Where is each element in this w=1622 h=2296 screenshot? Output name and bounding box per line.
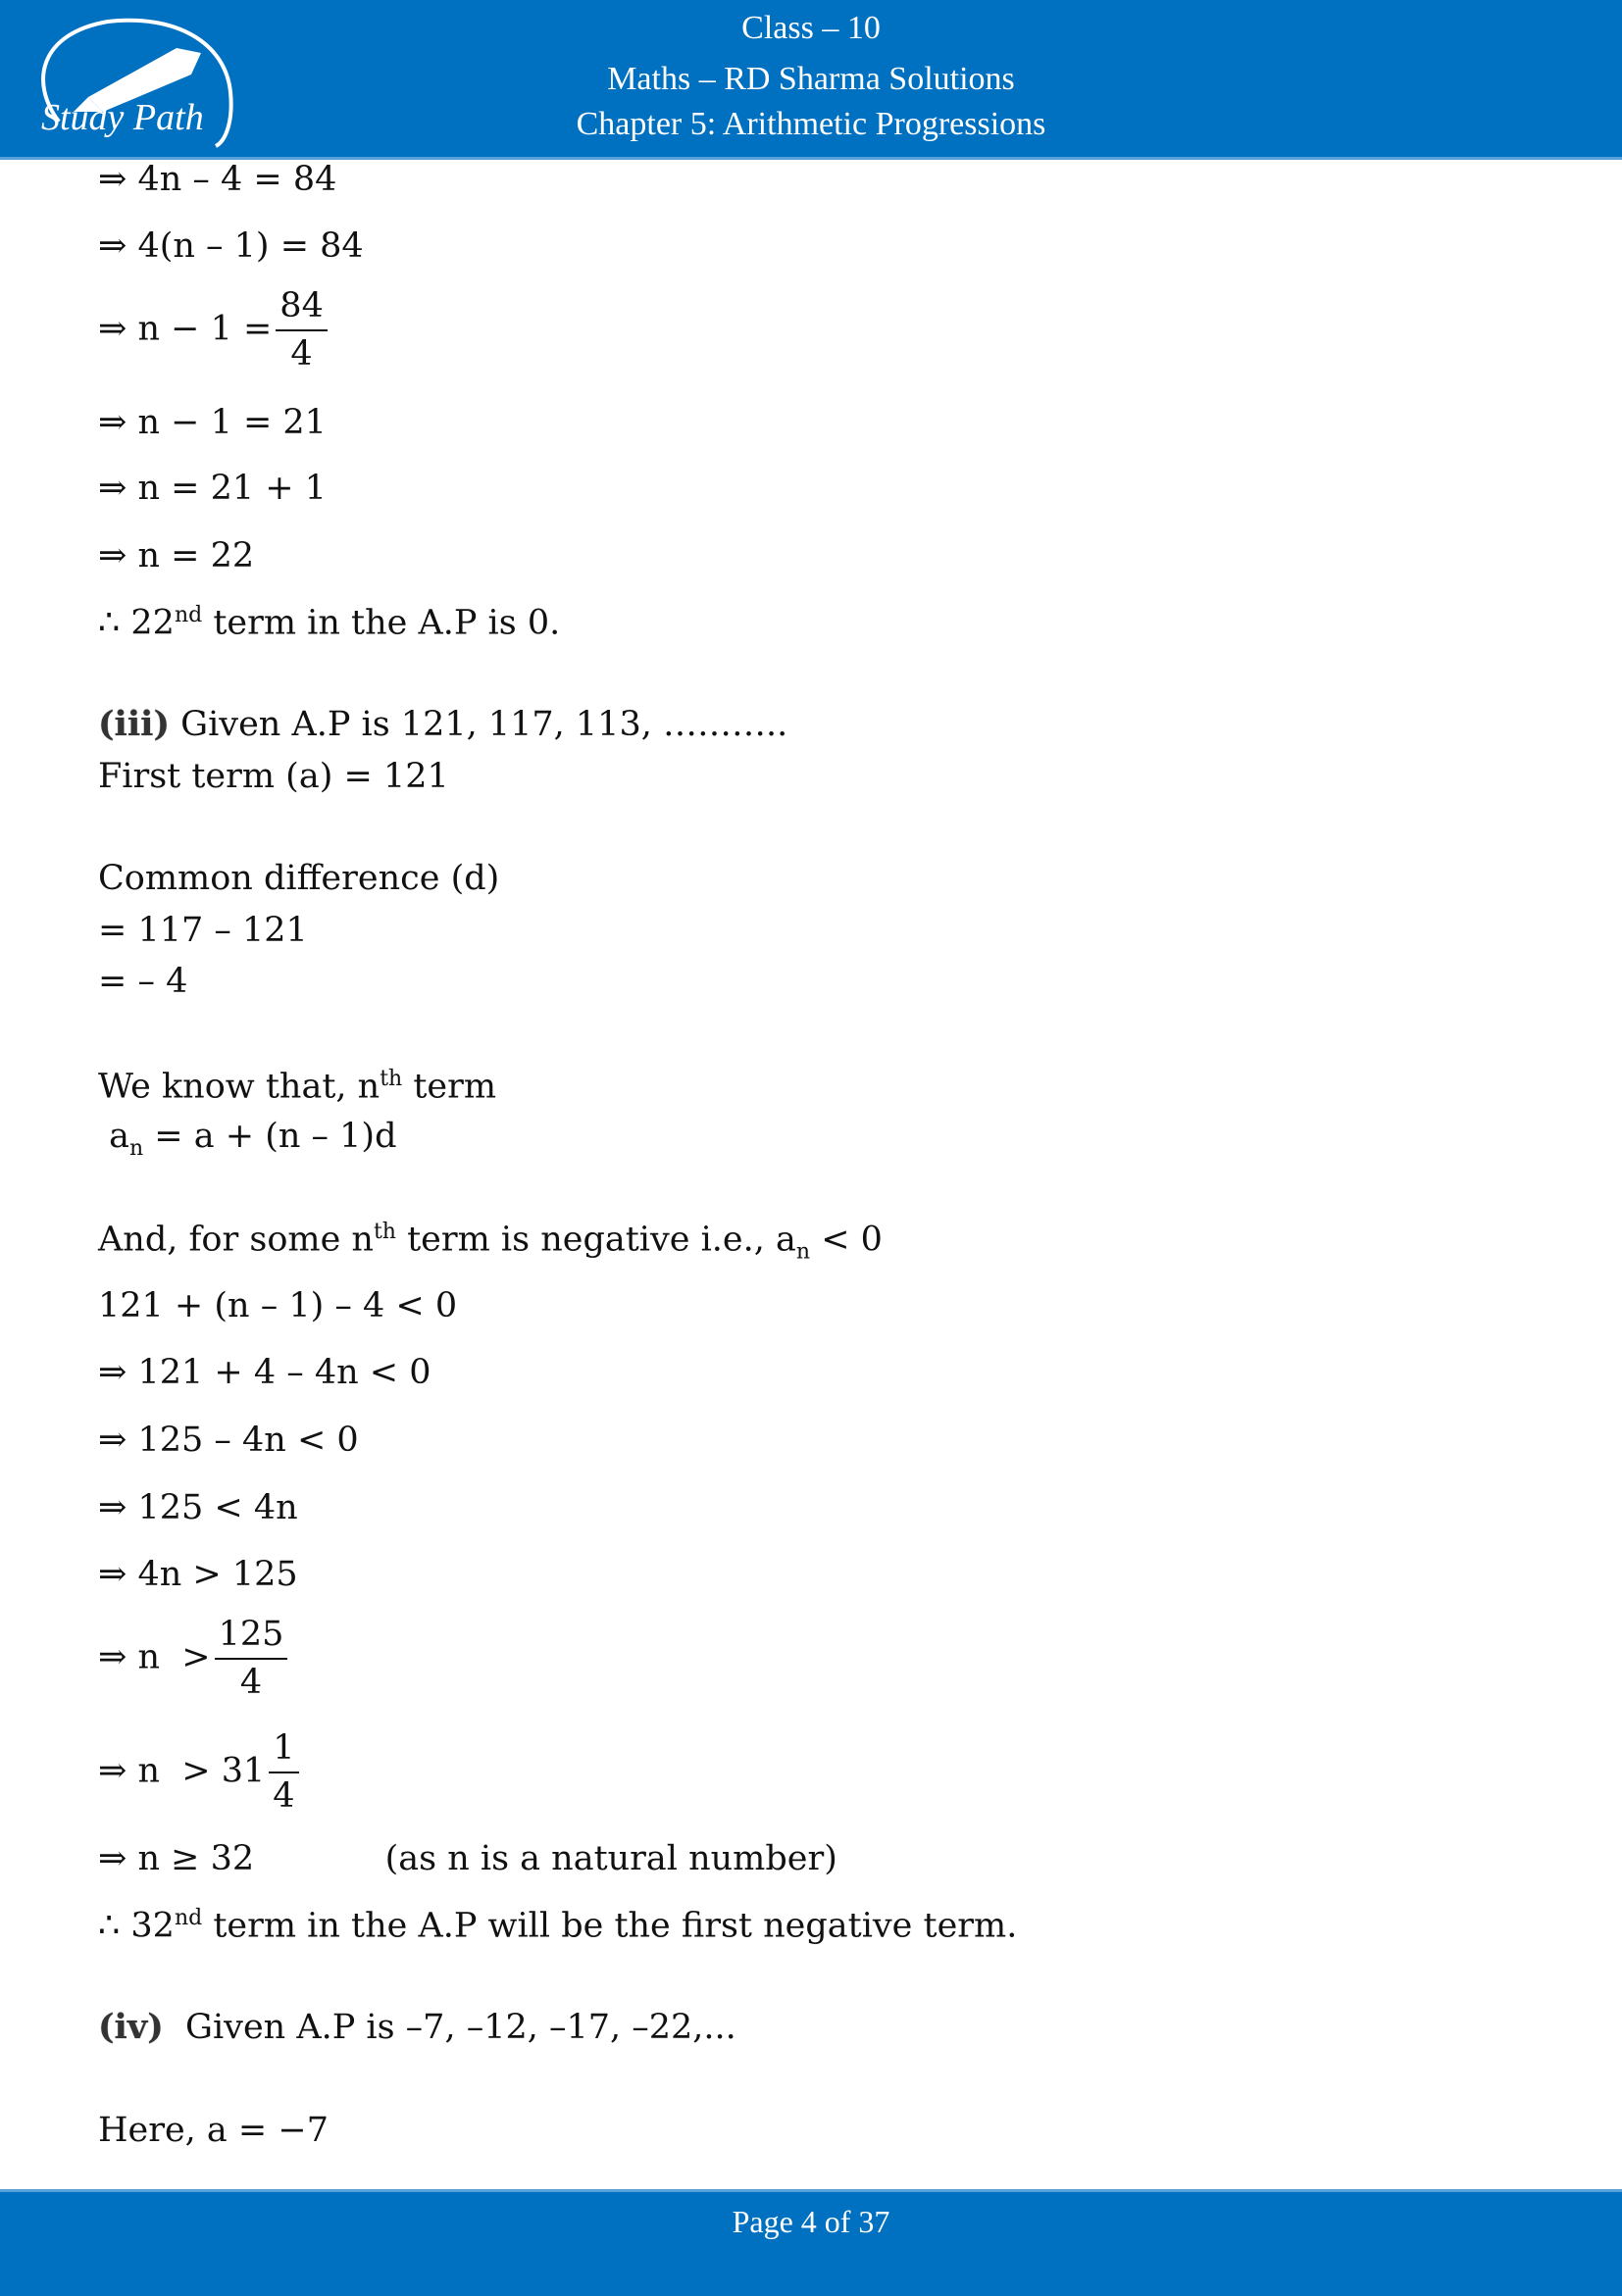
text: ∴ 22 xyxy=(98,603,175,643)
class-title: Class – 10 xyxy=(741,10,881,46)
fraction xyxy=(276,286,328,374)
subscript: n xyxy=(129,1136,144,1161)
step-line: 121 + (n – 1) – 4 < 0 xyxy=(98,1286,458,1325)
text: < 0 xyxy=(810,1220,883,1260)
text: Given A.P is –7, –12, –17, –22,... xyxy=(163,2008,736,2047)
step-line: ⇒ 125 < 4n xyxy=(98,1488,298,1527)
subscript: n xyxy=(795,1239,811,1265)
text: Given A.P is 121, 117, 113, ……….. xyxy=(170,705,788,744)
step-line: ⇒ n = 22 xyxy=(98,536,255,575)
denominator: 4 xyxy=(239,1663,263,1702)
numerator: 1 xyxy=(269,1731,298,1773)
text: And, for some n xyxy=(98,1220,374,1260)
step-line: Here, a = −7 xyxy=(98,2111,329,2150)
conclusion-line xyxy=(98,1908,1017,1944)
step-line: ⇒ n = 21 + 1 xyxy=(98,469,327,508)
step-line xyxy=(98,1069,496,1105)
fraction xyxy=(215,1615,288,1702)
step-line: Common difference (d) xyxy=(98,859,500,898)
page-footer xyxy=(0,2189,1622,2296)
denominator: 4 xyxy=(290,334,313,374)
formula-line xyxy=(98,1117,397,1161)
superscript: nd xyxy=(174,603,203,627)
fraction xyxy=(269,1728,298,1816)
text: of xyxy=(816,2204,859,2239)
step-line: = – 4 xyxy=(98,962,188,1001)
subject-title: Maths – RD Sharma Solutions xyxy=(607,61,1015,97)
numerator: 125 xyxy=(215,1618,288,1660)
page-header xyxy=(0,0,1622,160)
text: term in the A.P will be the first negative term. xyxy=(202,1906,1018,1946)
step-line: ⇒ 121 + 4 – 4n < 0 xyxy=(98,1353,431,1392)
part-label: (iv) xyxy=(98,2007,164,2047)
text: ⇒ n − 1 = xyxy=(98,309,273,349)
text: term is negative i.e., a xyxy=(395,1220,796,1260)
step-line: ⇒ 4(n – 1) = 84 xyxy=(98,226,364,266)
superscript: th xyxy=(380,1067,403,1091)
step-line: First term (a) = 121 xyxy=(98,757,449,796)
text: Page xyxy=(732,2204,801,2239)
text: a xyxy=(98,1117,129,1156)
part-iii-heading xyxy=(98,704,788,744)
step-line-fraction xyxy=(98,1728,299,1816)
text: term in the A.P is 0. xyxy=(202,603,561,643)
text: ⇒ n > xyxy=(98,1637,211,1677)
step-line xyxy=(98,1222,883,1264)
step-line: ⇒ 4n > 125 xyxy=(98,1555,298,1594)
conclusion-line xyxy=(98,605,560,641)
step-line: ⇒ 4n – 4 = 84 xyxy=(98,160,337,199)
current-page: 4 xyxy=(800,2204,817,2239)
page-number xyxy=(0,2204,1622,2240)
total-pages: 37 xyxy=(858,2204,890,2239)
step-line: ⇒ n − 1 = 21 xyxy=(98,403,327,442)
text: ⇒ n > 31 xyxy=(98,1751,266,1791)
text: We know that, n xyxy=(98,1067,380,1107)
step-line: = 117 – 121 xyxy=(98,911,308,950)
step-line: ⇒ n ≥ 32 (as n is a natural number) xyxy=(98,1839,837,1878)
text: ∴ 32 xyxy=(98,1906,175,1946)
part-label: (iii) xyxy=(98,704,171,744)
denominator: 4 xyxy=(273,1776,295,1816)
step-line: ⇒ 125 – 4n < 0 xyxy=(98,1421,359,1460)
text: term xyxy=(402,1067,497,1107)
logo-text: Study Path xyxy=(41,97,204,138)
step-line-fraction xyxy=(98,1615,287,1702)
numerator: 84 xyxy=(276,289,328,331)
step-line-fraction xyxy=(98,286,328,374)
text: = a + (n – 1)d xyxy=(143,1117,397,1156)
part-iv-heading xyxy=(98,2007,736,2047)
chapter-title: Chapter 5: Arithmetic Progressions xyxy=(576,106,1046,142)
superscript: th xyxy=(373,1220,396,1244)
superscript: nd xyxy=(174,1906,203,1930)
